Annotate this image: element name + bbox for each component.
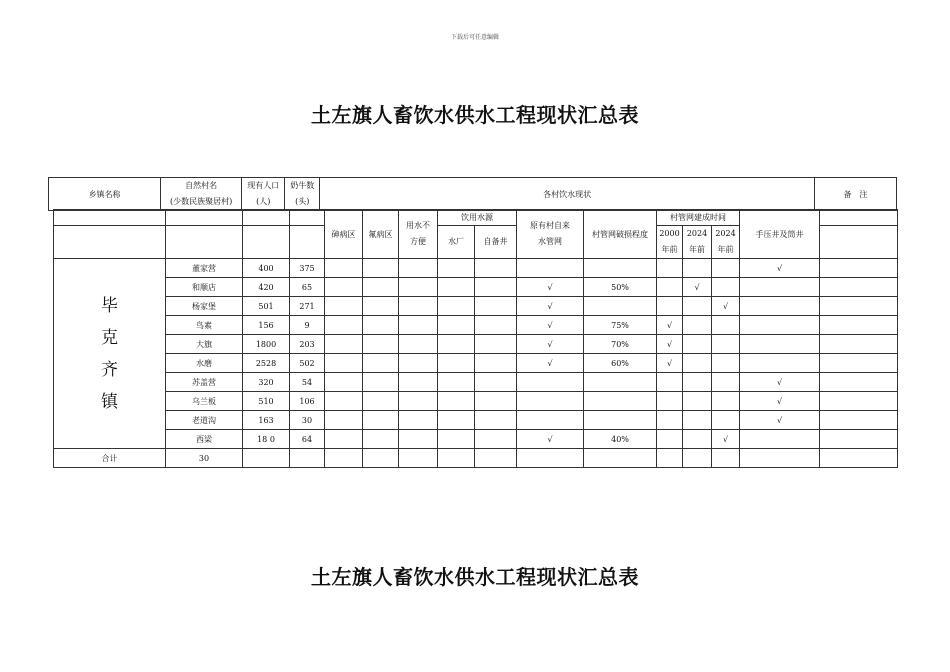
village-name: 和顺店 (166, 278, 243, 297)
year-2024b-cell: √ (712, 430, 740, 449)
remarks-cell (820, 316, 898, 335)
population: 156 (243, 316, 290, 335)
village-name: 水磨 (166, 354, 243, 373)
remarks-cell (820, 392, 898, 411)
inconvenient-cell (399, 297, 438, 316)
blank-cell (712, 449, 740, 468)
header-cattle (285, 178, 320, 211)
hand-pump-cell (740, 297, 820, 316)
header-arsenic-area: 砷病区 (325, 210, 363, 259)
arsenic-cell (325, 411, 363, 430)
township-char: 镇 (101, 391, 118, 412)
cattle-count: 502 (290, 354, 325, 373)
damage-cell (584, 373, 657, 392)
population: 320 (243, 373, 290, 392)
remarks-cell (820, 259, 898, 278)
population: 163 (243, 411, 290, 430)
header-inconvenient-line1: 用水不 (406, 221, 430, 230)
blank-cell (325, 449, 363, 468)
blank-cell (584, 449, 657, 468)
table-row (54, 411, 898, 430)
pipe-cell (517, 373, 584, 392)
year-2000-cell: √ (657, 335, 683, 354)
header-hand-pump: 手压井及筒井 (740, 210, 820, 259)
table-row (54, 259, 898, 278)
blank-cell (517, 449, 584, 468)
repeated-page-title: 土左旗人畜饮水供水工程现状汇总表 (311, 565, 639, 589)
water-plant-cell (438, 259, 475, 278)
arsenic-cell (325, 335, 363, 354)
header-year-2024-a (683, 226, 712, 259)
year-2000-line1: 2000 (659, 229, 680, 238)
year-2024a-cell (683, 354, 712, 373)
water-plant-cell (438, 373, 475, 392)
water-plant-cell (438, 354, 475, 373)
year-2024b-cell (712, 411, 740, 430)
self-well-cell (475, 430, 517, 449)
arsenic-cell (325, 259, 363, 278)
damage-cell: 60% (584, 354, 657, 373)
year-2024b-cell (712, 392, 740, 411)
water-plant-cell (438, 411, 475, 430)
pipe-cell: √ (517, 278, 584, 297)
water-plant-cell (438, 316, 475, 335)
cattle-count: 375 (290, 259, 325, 278)
pipe-cell: √ (517, 335, 584, 354)
fluorine-cell (363, 373, 399, 392)
damage-cell: 75% (584, 316, 657, 335)
header-year-2000 (657, 226, 683, 259)
header-village-line1: 自然村名 (185, 181, 218, 190)
remarks-cell (820, 278, 898, 297)
year-2024a-cell (683, 411, 712, 430)
remarks-cell (820, 430, 898, 449)
page-title: 土左旗人畜饮水供水工程现状汇总表 (311, 103, 639, 127)
township-char: 齐 (101, 359, 118, 380)
year-2024a-line2: 年前 (689, 245, 705, 254)
header-cattle-line1: 奶牛数 (290, 181, 315, 190)
fluorine-cell (363, 278, 399, 297)
inconvenient-cell (399, 411, 438, 430)
inconvenient-cell (399, 316, 438, 335)
table-row (54, 392, 898, 411)
arsenic-cell (325, 297, 363, 316)
blank-cell (820, 449, 898, 468)
township-char: 克 (101, 327, 118, 348)
header-population-line1: 现有人口 (247, 181, 280, 190)
total-label: 合计 (54, 449, 166, 468)
header-pipe-line2: 水管网 (538, 237, 562, 246)
pipe-cell: √ (517, 297, 584, 316)
header-water-plant: 水厂 (438, 226, 475, 259)
summary-header-table (48, 177, 897, 211)
water-plant-cell (438, 278, 475, 297)
pipe-cell (517, 259, 584, 278)
total-row (54, 449, 898, 468)
hand-pump-cell: √ (740, 392, 820, 411)
year-2000-cell (657, 411, 683, 430)
population: 420 (243, 278, 290, 297)
damage-cell: 50% (584, 278, 657, 297)
damage-cell (584, 297, 657, 316)
year-2024a-cell (683, 316, 712, 335)
header-note: 下载后可任意编辑 (450, 34, 499, 41)
arsenic-cell (325, 430, 363, 449)
fluorine-cell (363, 430, 399, 449)
water-plant-cell (438, 335, 475, 354)
blank-cell (438, 449, 475, 468)
arsenic-cell (325, 392, 363, 411)
year-2024b-cell (712, 259, 740, 278)
header-water-source: 饮用水源 (438, 210, 517, 226)
self-well-cell (475, 297, 517, 316)
inconvenient-cell (399, 354, 438, 373)
arsenic-cell (325, 373, 363, 392)
blank-cell (54, 210, 166, 226)
arsenic-cell (325, 354, 363, 373)
village-name: 老道沟 (166, 411, 243, 430)
self-well-cell (475, 335, 517, 354)
self-well-cell (475, 278, 517, 297)
water-plant-cell (438, 297, 475, 316)
damage-cell: 40% (584, 430, 657, 449)
village-name: 杨家堡 (166, 297, 243, 316)
hand-pump-cell (740, 316, 820, 335)
cattle-count: 106 (290, 392, 325, 411)
header-village (161, 178, 242, 211)
cattle-count: 30 (290, 411, 325, 430)
remarks-cell (820, 411, 898, 430)
fluorine-cell (363, 335, 399, 354)
remarks-cell (820, 297, 898, 316)
blank-cell (820, 210, 898, 226)
cattle-count: 9 (290, 316, 325, 335)
pipe-cell (517, 392, 584, 411)
header-population-line2: (人) (256, 197, 271, 206)
population: 510 (243, 392, 290, 411)
header-remarks: 备 注 (814, 178, 896, 211)
table-row (54, 278, 898, 297)
hand-pump-cell (740, 354, 820, 373)
inconvenient-cell (399, 335, 438, 354)
remarks-cell (820, 373, 898, 392)
blank-cell (54, 226, 166, 259)
header-village-line2: (少数民族聚居村) (170, 197, 233, 206)
population: 400 (243, 259, 290, 278)
year-2000-cell (657, 259, 683, 278)
year-2024a-cell (683, 430, 712, 449)
population: 501 (243, 297, 290, 316)
population: 18 0 (243, 430, 290, 449)
year-2000-cell: √ (657, 316, 683, 335)
village-name: 西梁 (166, 430, 243, 449)
damage-cell: 70% (584, 335, 657, 354)
year-2000-cell (657, 297, 683, 316)
table-row (54, 354, 898, 373)
blank-cell (290, 210, 325, 226)
remarks-cell (820, 354, 898, 373)
cattle-count: 271 (290, 297, 325, 316)
year-2024b-cell: √ (712, 297, 740, 316)
hand-pump-cell (740, 430, 820, 449)
blank-cell (290, 449, 325, 468)
self-well-cell (475, 259, 517, 278)
population: 2528 (243, 354, 290, 373)
header-inconvenient-line2: 方便 (410, 237, 426, 246)
year-2024a-cell (683, 335, 712, 354)
year-2000-cell (657, 430, 683, 449)
damage-cell (584, 392, 657, 411)
table-row (54, 316, 898, 335)
blank-cell (683, 449, 712, 468)
blank-cell (243, 226, 290, 259)
year-2000-cell (657, 373, 683, 392)
inconvenient-cell (399, 278, 438, 297)
blank-cell (740, 449, 820, 468)
hand-pump-cell: √ (740, 411, 820, 430)
pipe-cell: √ (517, 430, 584, 449)
village-name: 鸟素 (166, 316, 243, 335)
cattle-count: 203 (290, 335, 325, 354)
fluorine-cell (363, 354, 399, 373)
blank-cell (166, 210, 243, 226)
hand-pump-cell: √ (740, 259, 820, 278)
pipe-cell (517, 411, 584, 430)
header-inconvenient (399, 210, 438, 259)
hand-pump-cell: √ (740, 373, 820, 392)
self-well-cell (475, 316, 517, 335)
blank-cell (399, 449, 438, 468)
table-row (54, 297, 898, 316)
year-2024b-cell (712, 354, 740, 373)
damage-cell (584, 411, 657, 430)
header-pipe-line1: 原有村自来 (530, 221, 570, 230)
hand-pump-cell (740, 278, 820, 297)
blank-cell (820, 226, 898, 259)
year-2000-cell: √ (657, 354, 683, 373)
water-plant-cell (438, 392, 475, 411)
year-2024a-cell (683, 373, 712, 392)
fluorine-cell (363, 392, 399, 411)
township-name (54, 259, 166, 449)
header-self-well: 自备井 (475, 226, 517, 259)
table-row (54, 335, 898, 354)
blank-cell (290, 226, 325, 259)
year-2024a-cell: √ (683, 278, 712, 297)
header-population (242, 178, 285, 211)
year-2024b-cell (712, 316, 740, 335)
arsenic-cell (325, 278, 363, 297)
self-well-cell (475, 354, 517, 373)
self-well-cell (475, 392, 517, 411)
fluorine-cell (363, 297, 399, 316)
year-2000-line2: 年前 (661, 245, 678, 254)
header-pipe-damage: 村管网破损程度 (584, 210, 657, 259)
inconvenient-cell (399, 430, 438, 449)
fluorine-cell (363, 259, 399, 278)
hand-pump-cell (740, 335, 820, 354)
blank-cell (243, 210, 290, 226)
village-name: 董家营 (166, 259, 243, 278)
remarks-cell (820, 335, 898, 354)
water-plant-cell (438, 430, 475, 449)
total-value: 30 (166, 449, 243, 468)
population: 1800 (243, 335, 290, 354)
year-2024b-cell (712, 373, 740, 392)
year-2024a-cell (683, 297, 712, 316)
blank-cell (363, 449, 399, 468)
inconvenient-cell (399, 259, 438, 278)
year-2024a-cell (683, 259, 712, 278)
year-2024b-line1: 2024 (715, 229, 736, 238)
table-row (54, 373, 898, 392)
table-row (54, 430, 898, 449)
inconvenient-cell (399, 373, 438, 392)
year-2024a-line1: 2024 (686, 229, 708, 238)
cattle-count: 54 (290, 373, 325, 392)
year-2024b-cell (712, 335, 740, 354)
blank-cell (657, 449, 683, 468)
year-2024b-line2: 年前 (717, 245, 734, 254)
arsenic-cell (325, 316, 363, 335)
header-fluorine-area: 氟病区 (363, 210, 399, 259)
fluorine-cell (363, 411, 399, 430)
damage-cell (584, 259, 657, 278)
self-well-cell (475, 373, 517, 392)
year-2000-cell (657, 278, 683, 297)
cattle-count: 64 (290, 430, 325, 449)
blank-cell (166, 226, 243, 259)
fluorine-cell (363, 316, 399, 335)
inconvenient-cell (399, 392, 438, 411)
year-2000-cell (657, 392, 683, 411)
year-2024b-cell (712, 278, 740, 297)
pipe-cell: √ (517, 316, 584, 335)
village-name: 乌兰板 (166, 392, 243, 411)
township-char: 毕 (101, 295, 118, 316)
blank-cell (243, 449, 290, 468)
header-year-2024-b (712, 226, 740, 259)
cattle-count: 65 (290, 278, 325, 297)
header-cattle-line2: (头) (295, 197, 310, 206)
village-name: 大旗 (166, 335, 243, 354)
header-original-pipe (517, 210, 584, 259)
blank-cell (475, 449, 517, 468)
summary-data-table (53, 209, 898, 468)
pipe-cell: √ (517, 354, 584, 373)
year-2024a-cell (683, 392, 712, 411)
header-water-status: 各村饮水现状 (320, 178, 815, 211)
village-name: 苏盖营 (166, 373, 243, 392)
header-build-time: 村管网建成时间 (657, 210, 740, 226)
header-township: 乡镇名称 (49, 178, 161, 211)
self-well-cell (475, 411, 517, 430)
